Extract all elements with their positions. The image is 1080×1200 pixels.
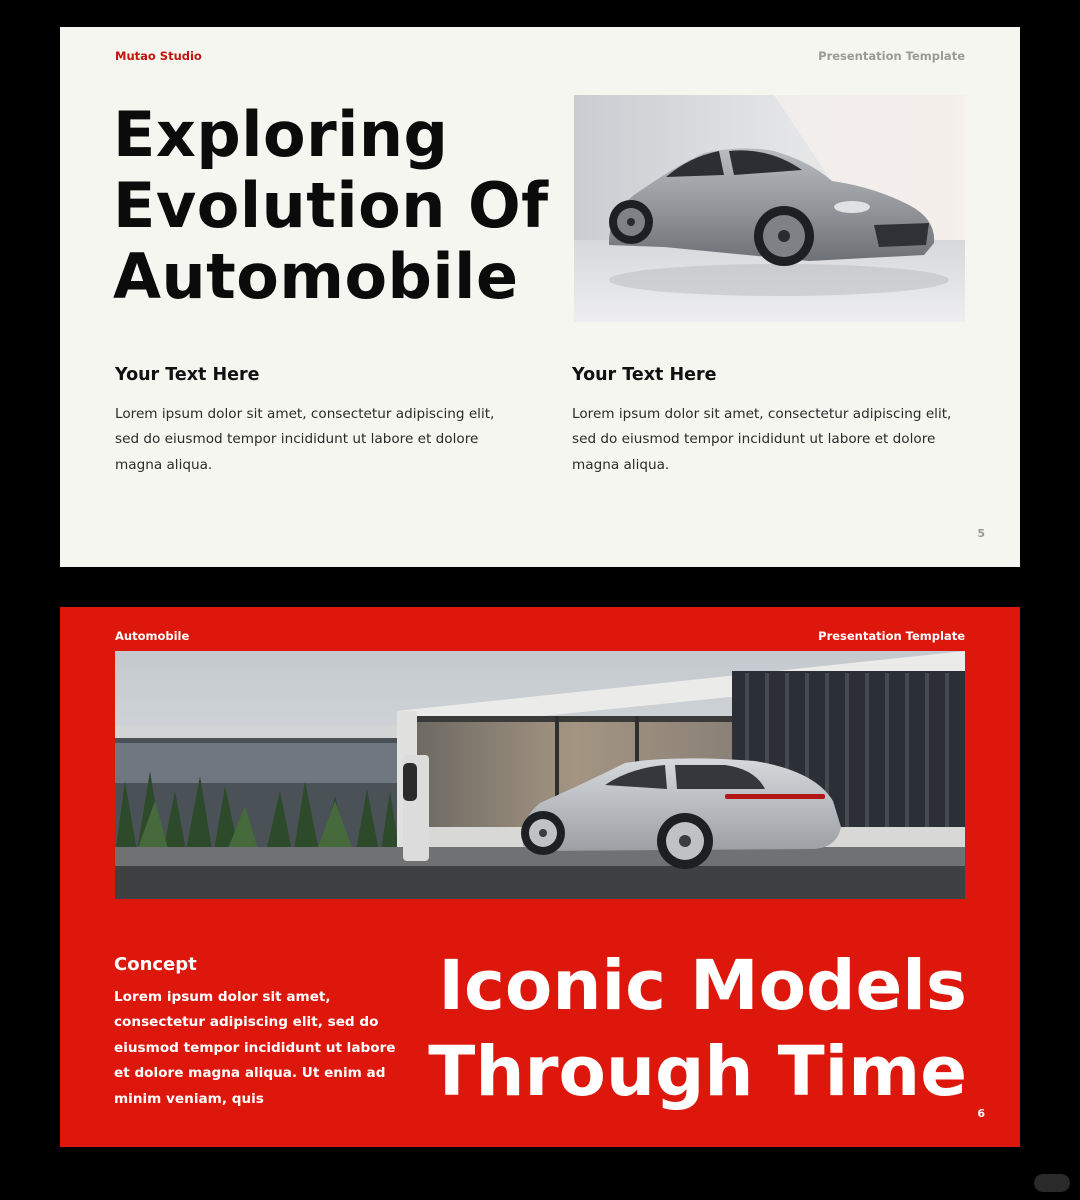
column-heading: Your Text Here [115,365,260,385]
brand-name: Mutao Studio [115,49,202,63]
section-label: Automobile [115,629,190,643]
header-label: Presentation Template [818,49,965,63]
page-number: 5 [977,527,985,540]
concept-heading: Concept [114,954,197,975]
watermark-badge [1034,1174,1070,1192]
slide-title [428,943,967,1115]
title-line: Evolution Of [113,169,549,242]
sports-car-photo [574,95,965,322]
slide-title [113,99,549,312]
header-label: Presentation Template [818,629,965,643]
text-column-right [572,365,952,478]
text-column-left [115,365,495,478]
electric-car-photo [115,651,965,899]
concept-body: Lorem ipsum dolor sit amet, consectetur adipiscing elit, sed do eiusmod tempor incididunt ut labore et dolore magna aliqua. Ut enim ad minim veniam, quis [114,989,396,1107]
title-line: Exploring [113,98,449,171]
page-number: 6 [977,1107,985,1120]
title-line: Iconic Models [438,946,967,1026]
slide-6 [60,607,1020,1147]
concept-block [114,954,414,1112]
column-heading: Your Text Here [572,365,717,385]
title-line: Automobile [113,240,519,313]
column-body: Lorem ipsum dolor sit amet, consectetur adipiscing elit, sed do eiusmod tempor incididunt ut labore et dolore magna aliqua. [115,406,495,473]
slide-5 [60,27,1020,567]
column-body: Lorem ipsum dolor sit amet, consectetur adipiscing elit, sed do eiusmod tempor incididunt ut labore et dolore magna aliqua. [572,406,952,473]
title-line: Through Time [428,1032,967,1112]
